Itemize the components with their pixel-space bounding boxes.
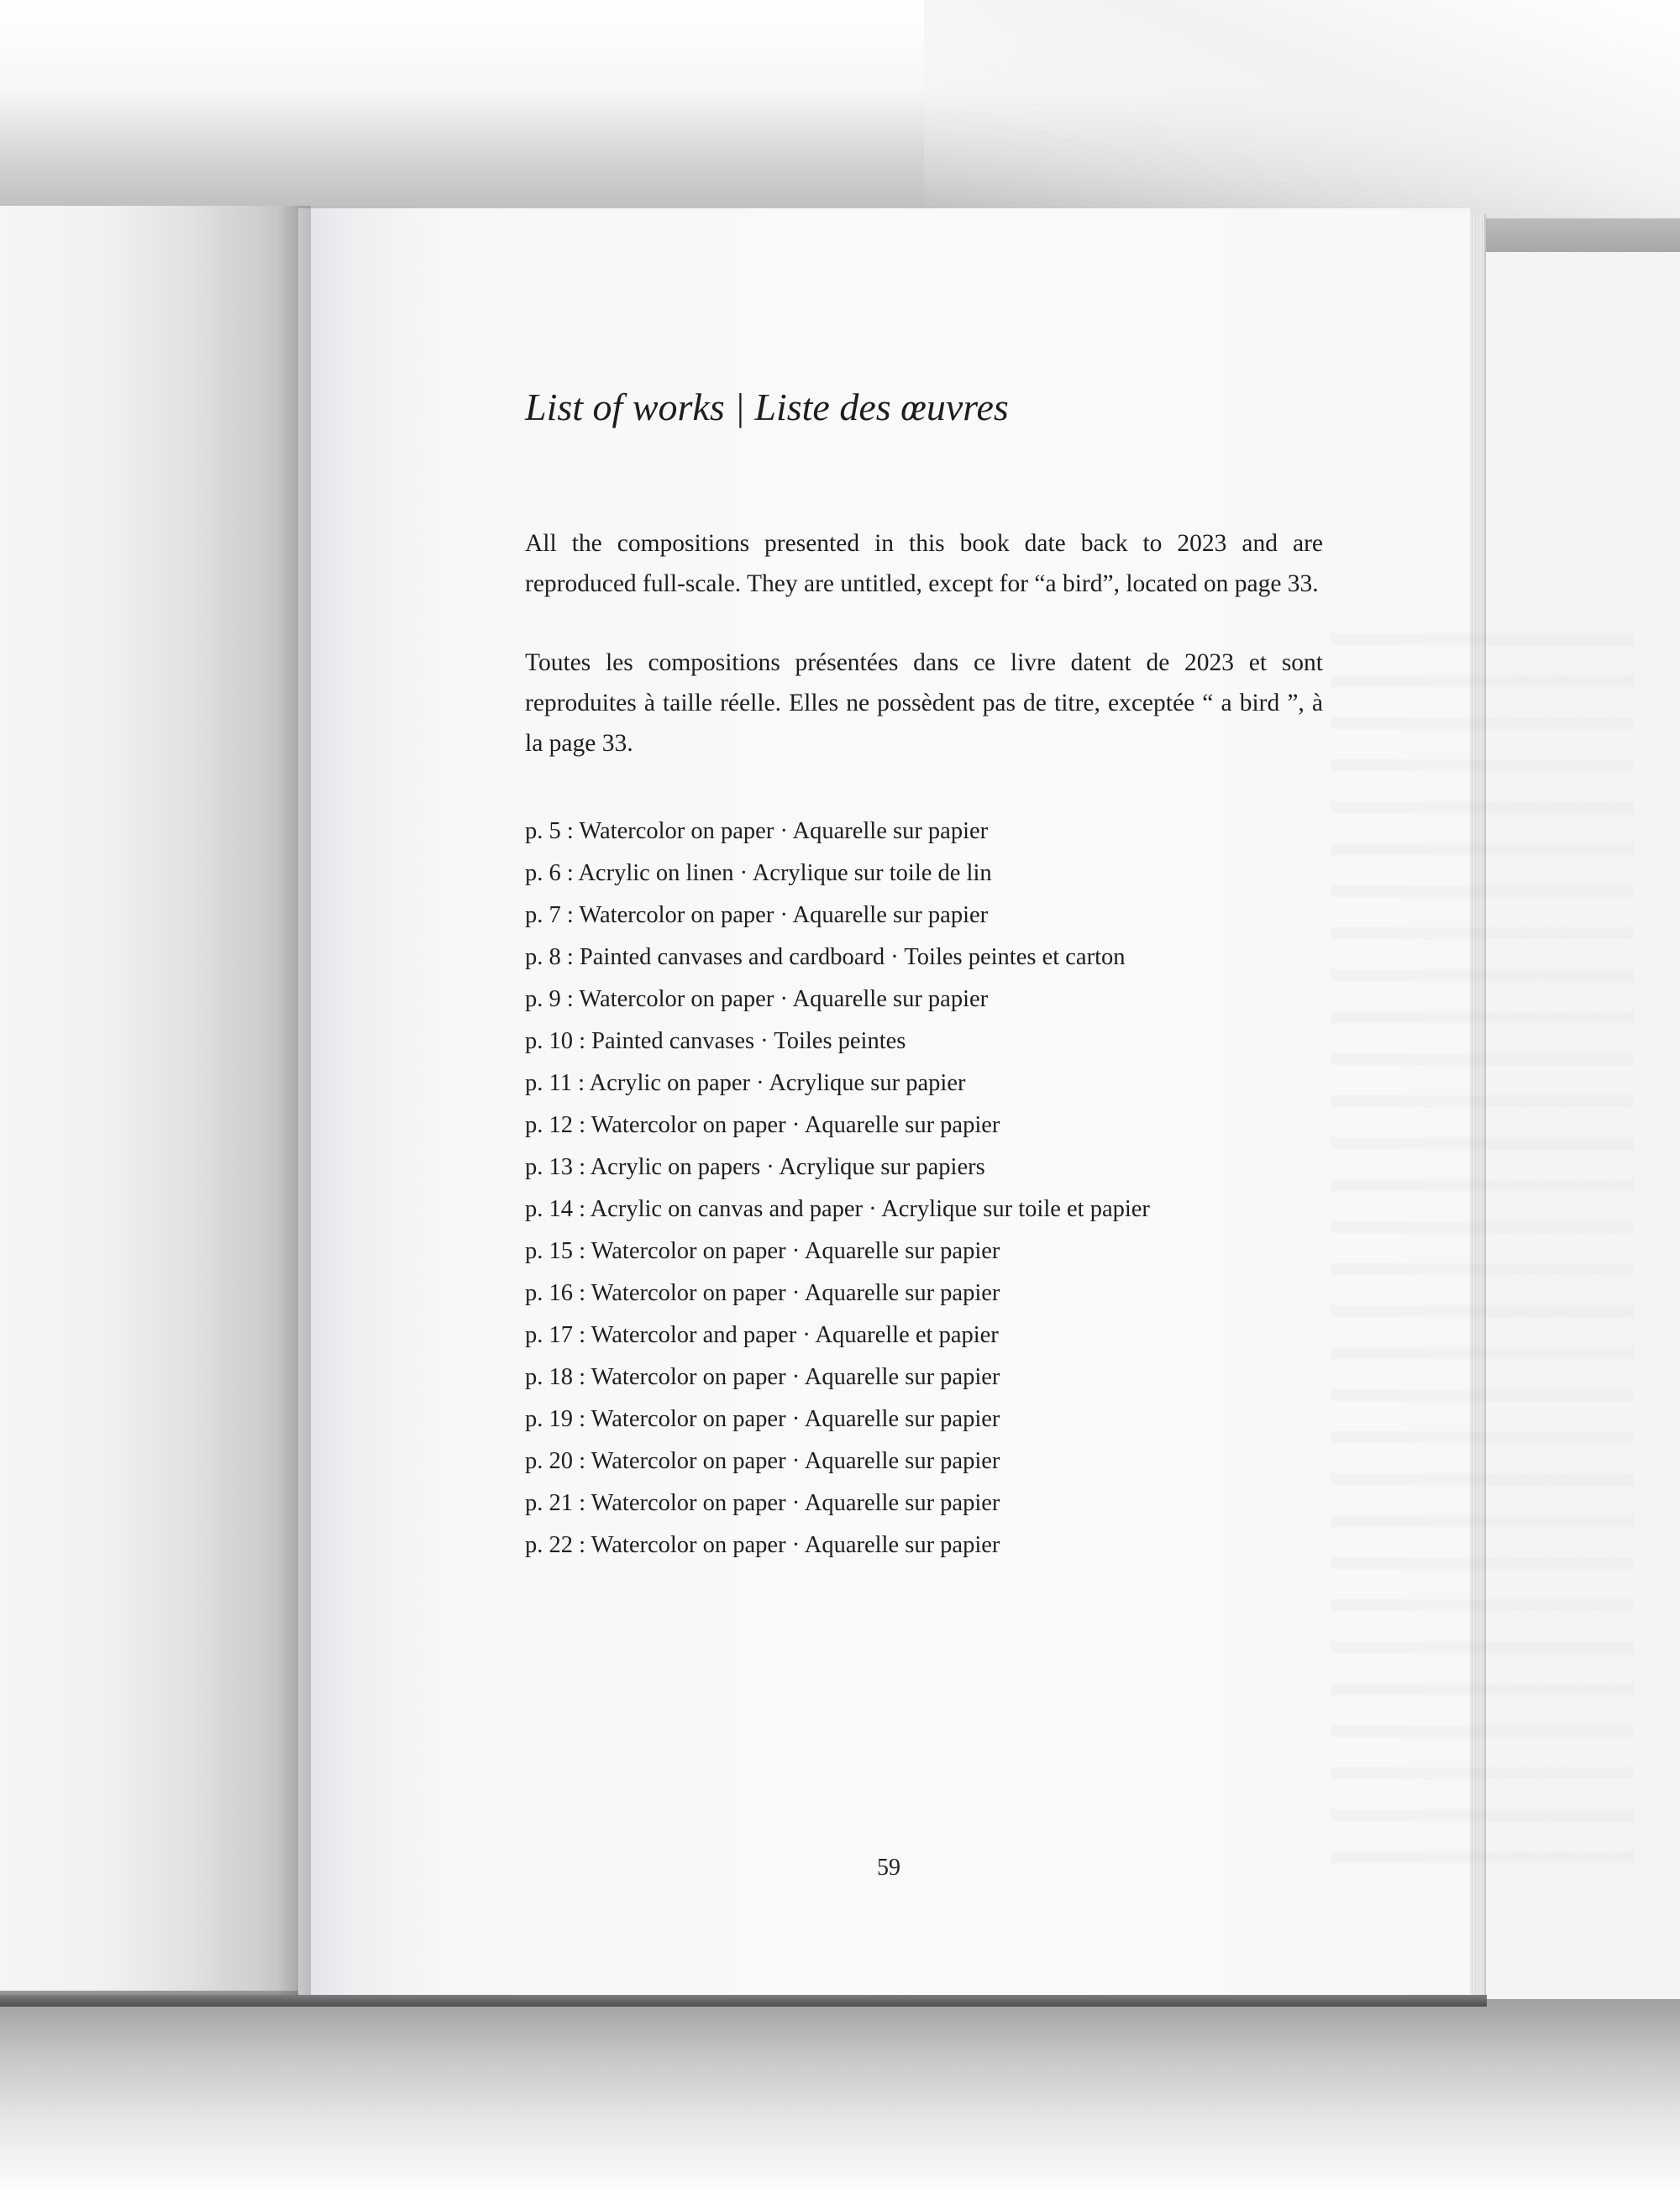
works-list-item: p. 7 : Watercolor on paper · Aquarelle sur papier: [525, 902, 989, 928]
works-list-item: p. 11 : Acrylic on paper · Acrylique sur papier: [525, 1070, 966, 1096]
works-list-item: p. 10 : Painted canvases · Toiles peintes: [525, 1028, 906, 1054]
works-list-item: p. 19 : Watercolor on paper · Aquarelle sur papier: [525, 1406, 1000, 1432]
works-list-item: p. 16 : Watercolor on paper · Aquarelle sur papier: [525, 1280, 1000, 1306]
left-page: [0, 206, 302, 1999]
works-list-item: p. 18 : Watercolor on paper · Aquarelle sur papier: [525, 1364, 1000, 1390]
page-number: 59: [877, 1855, 900, 1881]
works-list-item: p. 8 : Painted canvases and cardboard · Toiles peintes et carton: [525, 944, 1126, 970]
works-list-item: p. 17 : Watercolor and paper · Aquarelle et papier: [525, 1322, 999, 1348]
page-bottom-edge: [0, 1995, 1487, 2007]
scan-bottom-shadow: [0, 1999, 1680, 2199]
intro-english: All the compositions presented in this book date back to 2023 and are reproduced full-scale. They are untitled, except for “a bird”, located on page 33.: [525, 530, 1323, 597]
book-gutter: [277, 206, 311, 1999]
intro-french: Toutes les compositions présentées dans ce livre datent de 2023 et sont reproduites à taille réelle. Elles ne possèdent pas de titre, exceptée “ a bird ”, à la page 33.: [525, 649, 1323, 757]
works-list-item: p. 9 : Watercolor on paper · Aquarelle sur papier: [525, 986, 989, 1012]
works-list-item: p. 15 : Watercolor on paper · Aquarelle sur papier: [525, 1238, 1000, 1264]
works-list-item: p. 20 : Watercolor on paper · Aquarelle sur papier: [525, 1448, 1000, 1474]
works-list-item: p. 14 : Acrylic on canvas and paper · Acrylique sur toile et papier: [525, 1196, 1150, 1222]
works-list-item: p. 21 : Watercolor on paper · Aquarelle sur papier: [525, 1490, 1000, 1516]
works-list-item: p. 12 : Watercolor on paper · Aquarelle sur papier: [525, 1112, 1000, 1138]
scan-top-highlight: [924, 0, 1680, 218]
works-list-item: p. 6 : Acrylic on linen · Acrylique sur toile de lin: [525, 860, 992, 886]
works-list: [525, 811, 1323, 1567]
page-content: [525, 382, 1323, 1567]
works-list-item: p. 5 : Watercolor on paper · Aquarelle sur papier: [525, 818, 989, 844]
works-list-item: p. 13 : Acrylic on papers · Acrylique sur papiers: [525, 1154, 985, 1180]
show-through-bleed: [1331, 603, 1634, 1863]
page-title: List of works | Liste des œuvres: [525, 386, 1009, 428]
works-list-item: p. 22 : Watercolor on paper · Aquarelle sur papier: [525, 1532, 1000, 1558]
